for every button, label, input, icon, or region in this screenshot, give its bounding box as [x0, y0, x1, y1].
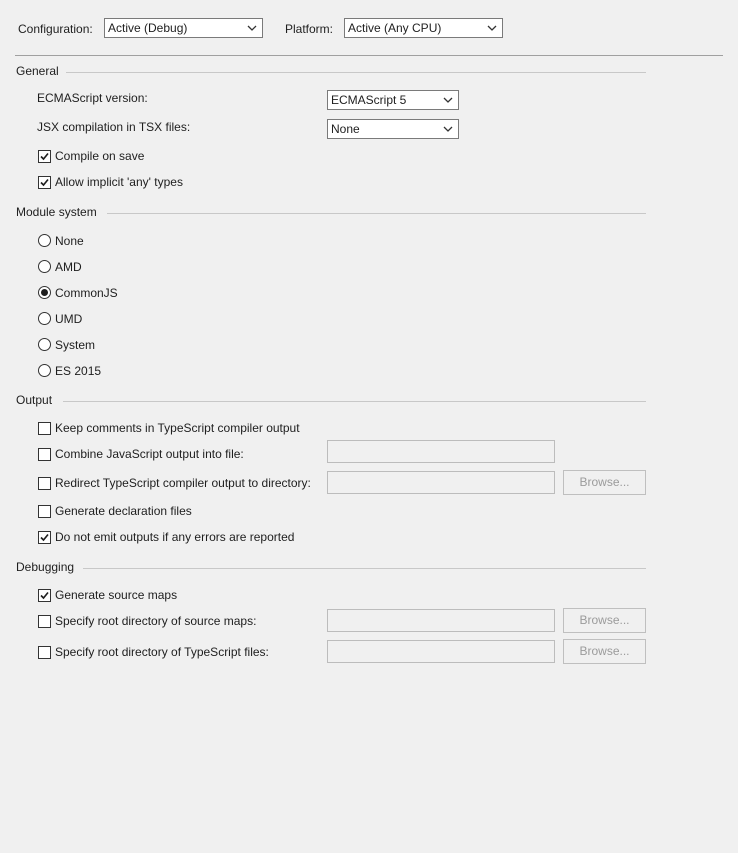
keep-comments-checkbox[interactable]	[38, 422, 51, 435]
redirect-output-checkbox[interactable]	[38, 477, 51, 490]
jsx-compilation-value: None	[331, 122, 360, 136]
section-divider	[66, 72, 646, 73]
no-emit-on-error-checkbox[interactable]	[38, 531, 51, 544]
ts-root-label[interactable]: Specify root directory of TypeScript files:	[55, 645, 269, 659]
source-map-root-browse-button[interactable]: Browse...	[563, 608, 646, 633]
configuration-value: Active (Debug)	[108, 21, 188, 35]
ecmascript-version-value: ECMAScript 5	[331, 93, 407, 107]
chevron-down-icon	[244, 19, 260, 37]
keep-comments-label[interactable]: Keep comments in TypeScript compiler output	[55, 421, 300, 435]
section-title-general: General	[16, 64, 59, 78]
module-commonjs-label[interactable]: CommonJS	[55, 286, 118, 300]
allow-implicit-any-checkbox[interactable]	[38, 176, 51, 189]
module-none-label[interactable]: None	[55, 234, 84, 248]
checkmark-icon	[39, 177, 50, 188]
module-es2015-radio[interactable]	[38, 364, 51, 377]
configuration-label: Configuration:	[18, 22, 93, 36]
configuration-dropdown[interactable]	[104, 18, 263, 38]
allow-implicit-any-label[interactable]: Allow implicit 'any' types	[55, 175, 183, 189]
module-umd-radio[interactable]	[38, 312, 51, 325]
jsx-compilation-dropdown[interactable]	[327, 119, 459, 139]
ecmascript-version-dropdown[interactable]	[327, 90, 459, 110]
module-none-radio[interactable]	[38, 234, 51, 247]
chevron-down-icon	[440, 120, 456, 138]
section-title-module-system: Module system	[16, 205, 97, 219]
ecmascript-version-label: ECMAScript version:	[37, 91, 148, 105]
jsx-compilation-label: JSX compilation in TSX files:	[37, 120, 191, 134]
generate-source-maps-checkbox[interactable]	[38, 589, 51, 602]
checkmark-icon	[39, 151, 50, 162]
source-map-root-label[interactable]: Specify root directory of source maps:	[55, 614, 257, 628]
no-emit-on-error-label[interactable]: Do not emit outputs if any errors are reported	[55, 530, 295, 544]
platform-value: Active (Any CPU)	[348, 21, 442, 35]
module-amd-label[interactable]: AMD	[55, 260, 82, 274]
generate-declarations-checkbox[interactable]	[38, 505, 51, 518]
ts-root-input[interactable]	[327, 640, 555, 663]
redirect-output-label[interactable]: Redirect TypeScript compiler output to directory:	[55, 476, 311, 490]
checkmark-icon	[39, 532, 50, 543]
section-title-output: Output	[16, 393, 53, 407]
generate-declarations-label[interactable]: Generate declaration files	[55, 504, 192, 518]
module-umd-label[interactable]: UMD	[55, 312, 83, 326]
chevron-down-icon	[440, 91, 456, 109]
combine-output-checkbox[interactable]	[38, 448, 51, 461]
redirect-output-browse-button[interactable]: Browse...	[563, 470, 646, 495]
compile-on-save-checkbox[interactable]	[38, 150, 51, 163]
ts-root-checkbox[interactable]	[38, 646, 51, 659]
header-divider	[15, 55, 723, 56]
module-es2015-label[interactable]: ES 2015	[55, 364, 102, 378]
source-map-root-checkbox[interactable]	[38, 615, 51, 628]
checkmark-icon	[39, 590, 50, 601]
ts-root-browse-button[interactable]: Browse...	[563, 639, 646, 664]
module-amd-radio[interactable]	[38, 260, 51, 273]
platform-dropdown[interactable]	[344, 18, 503, 38]
module-system-label[interactable]: System	[55, 338, 96, 352]
generate-source-maps-label[interactable]: Generate source maps	[55, 588, 178, 602]
module-system-radio[interactable]	[38, 338, 51, 351]
chevron-down-icon	[484, 19, 500, 37]
platform-label: Platform:	[285, 22, 334, 36]
section-divider	[63, 401, 646, 402]
compile-on-save-label[interactable]: Compile on save	[55, 149, 145, 163]
radio-selected-dot	[41, 289, 48, 296]
source-map-root-input[interactable]	[327, 609, 555, 632]
redirect-output-directory-input[interactable]	[327, 471, 555, 494]
combine-output-file-input[interactable]	[327, 440, 555, 463]
section-title-debugging: Debugging	[16, 560, 75, 574]
section-divider	[107, 213, 646, 214]
section-divider	[83, 568, 646, 569]
module-commonjs-radio[interactable]	[38, 286, 51, 299]
combine-output-label[interactable]: Combine JavaScript output into file:	[55, 447, 244, 461]
